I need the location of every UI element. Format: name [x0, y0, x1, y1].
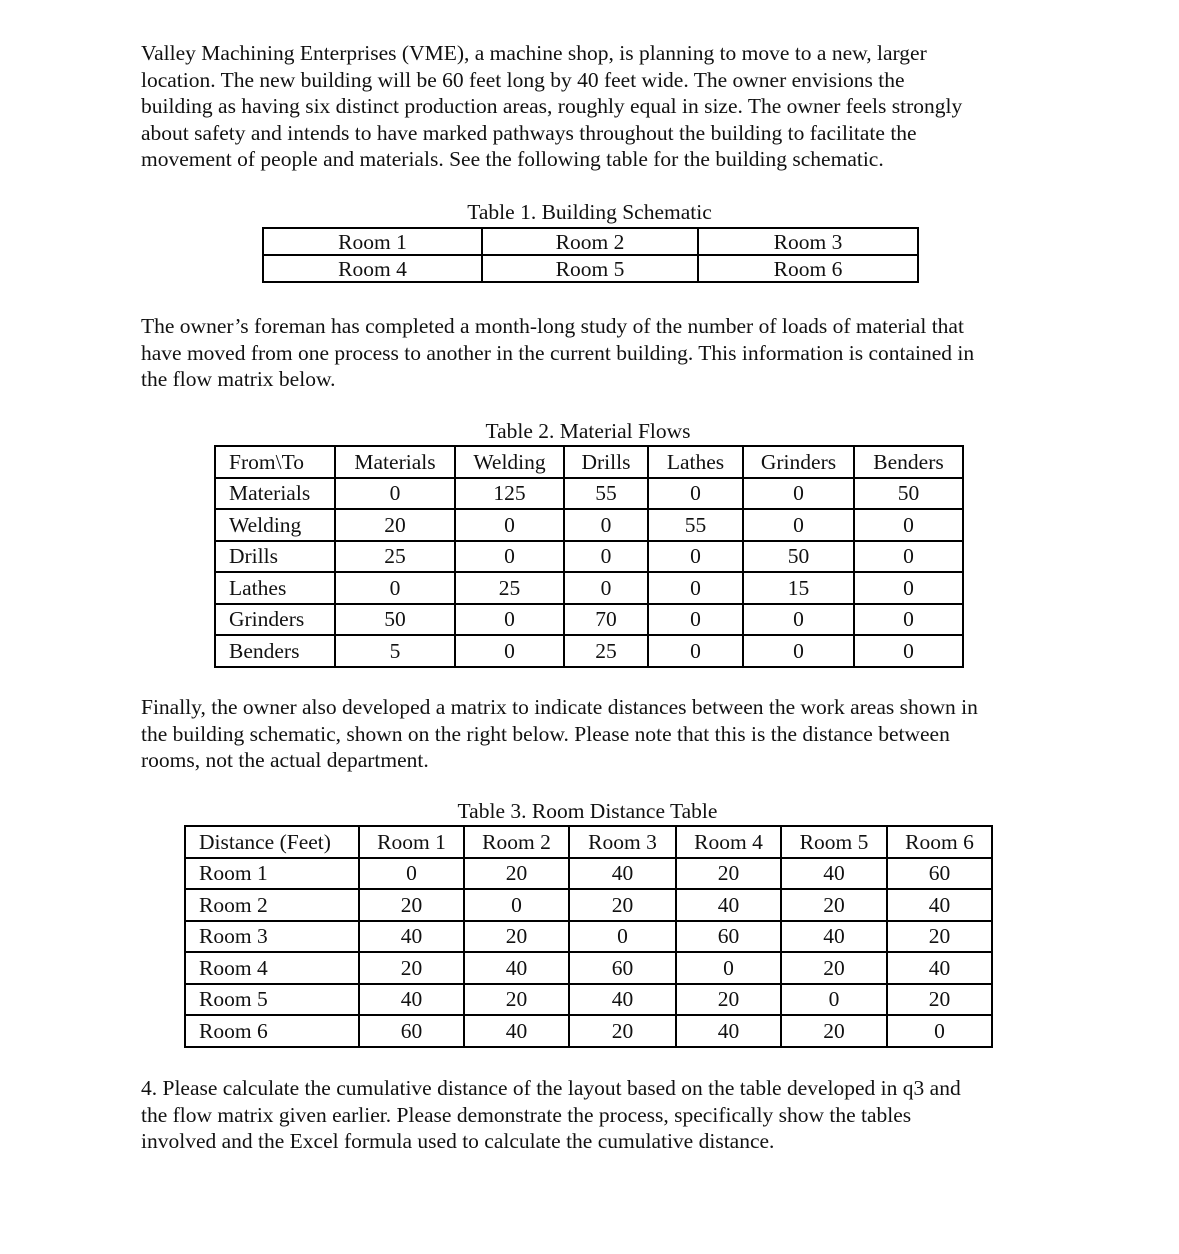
intro-line: building as having six distinct production areas, roughly equal in size. The owner feels strongly	[141, 94, 963, 118]
column-header: Room 1	[359, 826, 464, 858]
table-cell: 0	[743, 509, 854, 541]
table-cell: 40	[359, 921, 464, 953]
flow-study-paragraph	[141, 313, 974, 393]
table-cell: 40	[887, 889, 992, 921]
table-cell: 0	[455, 509, 564, 541]
table-cell: 20	[359, 889, 464, 921]
paragraph-line: have moved from one process to another in the current building. This information is contained in	[141, 340, 975, 365]
column-header: Welding	[455, 446, 564, 478]
table-cell: 60	[676, 921, 781, 953]
intro-line: Valley Machining Enterprises (VME), a machine shop, is planning to move to a new, larger	[141, 41, 927, 65]
table-cell: 20	[359, 952, 464, 984]
table-cell: 55	[648, 509, 743, 541]
table-row	[185, 952, 992, 984]
intro-line: movement of people and materials. See the following table for the building schematic.	[141, 147, 884, 171]
table-cell: Room 2	[482, 228, 698, 255]
table-row	[215, 478, 963, 510]
table-cell: 20	[464, 921, 569, 953]
table-cell: Room 1	[263, 228, 482, 255]
table-row	[215, 509, 963, 541]
column-header: Room 4	[676, 826, 781, 858]
table-row	[185, 858, 992, 890]
table-cell: 70	[564, 604, 648, 636]
paragraph-line: the building schematic, shown on the right below. Please note that this is the distance between	[141, 721, 950, 746]
row-header: Room 2	[185, 889, 359, 921]
table-cell: 55	[564, 478, 648, 510]
table-cell: 50	[743, 541, 854, 573]
row-header: Benders	[215, 635, 335, 667]
building-schematic-table	[262, 227, 919, 283]
table-cell: 0	[455, 604, 564, 636]
table-cell: 40	[676, 1015, 781, 1047]
table-cell: Room 5	[482, 255, 698, 282]
table-row	[215, 541, 963, 573]
table-cell: 20	[464, 984, 569, 1016]
table-cell: 0	[854, 541, 963, 573]
table-row	[185, 889, 992, 921]
column-header: Materials	[335, 446, 455, 478]
paragraph-line: rooms, not the actual department.	[141, 748, 429, 772]
table-cell: 0	[854, 604, 963, 636]
row-header: Room 4	[185, 952, 359, 984]
column-header: Lathes	[648, 446, 743, 478]
table-cell: 40	[464, 952, 569, 984]
table-row	[263, 228, 918, 255]
table-row	[185, 921, 992, 953]
distance-matrix-paragraph	[141, 694, 978, 774]
table-cell: 0	[648, 478, 743, 510]
table-cell: 0	[455, 635, 564, 667]
row-header: Drills	[215, 541, 335, 573]
table-row	[185, 984, 992, 1016]
question-line: the flow matrix given earlier. Please demonstrate the process, specifically show the tables	[141, 1102, 912, 1127]
table-cell: 0	[359, 858, 464, 890]
row-header: Materials	[215, 478, 335, 510]
intro-line: about safety and intends to have marked pathways throughout the building to facilitate the	[141, 120, 917, 145]
table-cell: 50	[854, 478, 963, 510]
table-cell: 25	[564, 635, 648, 667]
table-cell: 20	[887, 921, 992, 953]
table-cell: 20	[781, 952, 887, 984]
table-cell: 60	[887, 858, 992, 890]
table-cell: Room 4	[263, 255, 482, 282]
table-cell: 0	[854, 572, 963, 604]
table-cell: 20	[781, 1015, 887, 1047]
row-header: Room 3	[185, 921, 359, 953]
material-flows-table	[214, 445, 964, 668]
table-cell: 0	[743, 478, 854, 510]
table-cell: 25	[455, 572, 564, 604]
table-row	[215, 572, 963, 604]
table-cell: 125	[455, 478, 564, 510]
paragraph-line: The owner’s foreman has completed a month-long study of the number of loads of material that	[141, 314, 964, 338]
paragraph-line: Finally, the owner also developed a matrix to indicate distances between the work areas shown in	[141, 695, 978, 719]
table-cell: 40	[676, 889, 781, 921]
table-cell: 40	[569, 984, 676, 1016]
table-cell: 0	[564, 572, 648, 604]
table-row	[185, 1015, 992, 1047]
column-header: Room 5	[781, 826, 887, 858]
table-cell: 20	[569, 889, 676, 921]
column-header: Room 6	[887, 826, 992, 858]
row-header: Room 1	[185, 858, 359, 890]
table-cell: 0	[854, 509, 963, 541]
table-cell: Room 6	[698, 255, 918, 282]
table-cell: 0	[464, 889, 569, 921]
table-cell: 40	[464, 1015, 569, 1047]
row-header: Room 6	[185, 1015, 359, 1047]
table-cell: 0	[648, 541, 743, 573]
table-row	[215, 635, 963, 667]
question-line: 4. Please calculate the cumulative distance of the layout based on the table developed in q3 and	[141, 1076, 961, 1100]
table-cell: 20	[335, 509, 455, 541]
table-cell: 50	[335, 604, 455, 636]
table-cell: 0	[564, 541, 648, 573]
table-cell: 0	[676, 952, 781, 984]
paragraph-line: the flow matrix below.	[141, 367, 336, 391]
row-header: Welding	[215, 509, 335, 541]
column-header: Grinders	[743, 446, 854, 478]
table-cell: 0	[887, 1015, 992, 1047]
intro-line: location. The new building will be 60 feet long by 40 feet wide. The owner envisions the	[141, 67, 905, 92]
column-header: Drills	[564, 446, 648, 478]
row-header: Lathes	[215, 572, 335, 604]
table-cell: 40	[887, 952, 992, 984]
table-cell: 0	[335, 478, 455, 510]
table-cell: Room 3	[698, 228, 918, 255]
table-cell: 0	[743, 635, 854, 667]
table1-caption: Table 1. Building Schematic	[467, 200, 712, 224]
column-header: From\To	[215, 446, 335, 478]
table-cell: 60	[569, 952, 676, 984]
table-cell: 0	[569, 921, 676, 953]
column-header: Distance (Feet)	[185, 826, 359, 858]
table3-caption: Table 3. Room Distance Table	[457, 799, 718, 823]
table-cell: 60	[359, 1015, 464, 1047]
table-cell: 5	[335, 635, 455, 667]
table-cell: 0	[781, 984, 887, 1016]
table-cell: 0	[455, 541, 564, 573]
question-line: involved and the Excel formula used to calculate the cumulative distance.	[141, 1129, 775, 1153]
column-header: Room 2	[464, 826, 569, 858]
table-cell: 40	[569, 858, 676, 890]
table-row	[263, 255, 918, 282]
column-header: Room 3	[569, 826, 676, 858]
intro-paragraph	[141, 40, 962, 173]
row-header: Room 5	[185, 984, 359, 1016]
table-cell: 0	[648, 635, 743, 667]
table-cell: 20	[676, 984, 781, 1016]
table-cell: 40	[781, 921, 887, 953]
table-cell: 25	[335, 541, 455, 573]
table-cell: 20	[676, 858, 781, 890]
table2-caption: Table 2. Material Flows	[485, 419, 691, 443]
table-header-row	[185, 826, 992, 858]
table-cell: 20	[569, 1015, 676, 1047]
table-cell: 0	[648, 604, 743, 636]
table-row	[215, 604, 963, 636]
table-cell: 20	[464, 858, 569, 890]
table-cell: 0	[648, 572, 743, 604]
table-cell: 15	[743, 572, 854, 604]
question-paragraph	[141, 1075, 961, 1155]
table-header-row	[215, 446, 963, 478]
table-cell: 40	[359, 984, 464, 1016]
table-cell: 20	[781, 889, 887, 921]
table-cell: 0	[335, 572, 455, 604]
table-cell: 0	[743, 604, 854, 636]
row-header: Grinders	[215, 604, 335, 636]
table-cell: 20	[887, 984, 992, 1016]
table-cell: 0	[854, 635, 963, 667]
column-header: Benders	[854, 446, 963, 478]
table-cell: 0	[564, 509, 648, 541]
table-cell: 40	[781, 858, 887, 890]
room-distance-table	[184, 825, 993, 1048]
